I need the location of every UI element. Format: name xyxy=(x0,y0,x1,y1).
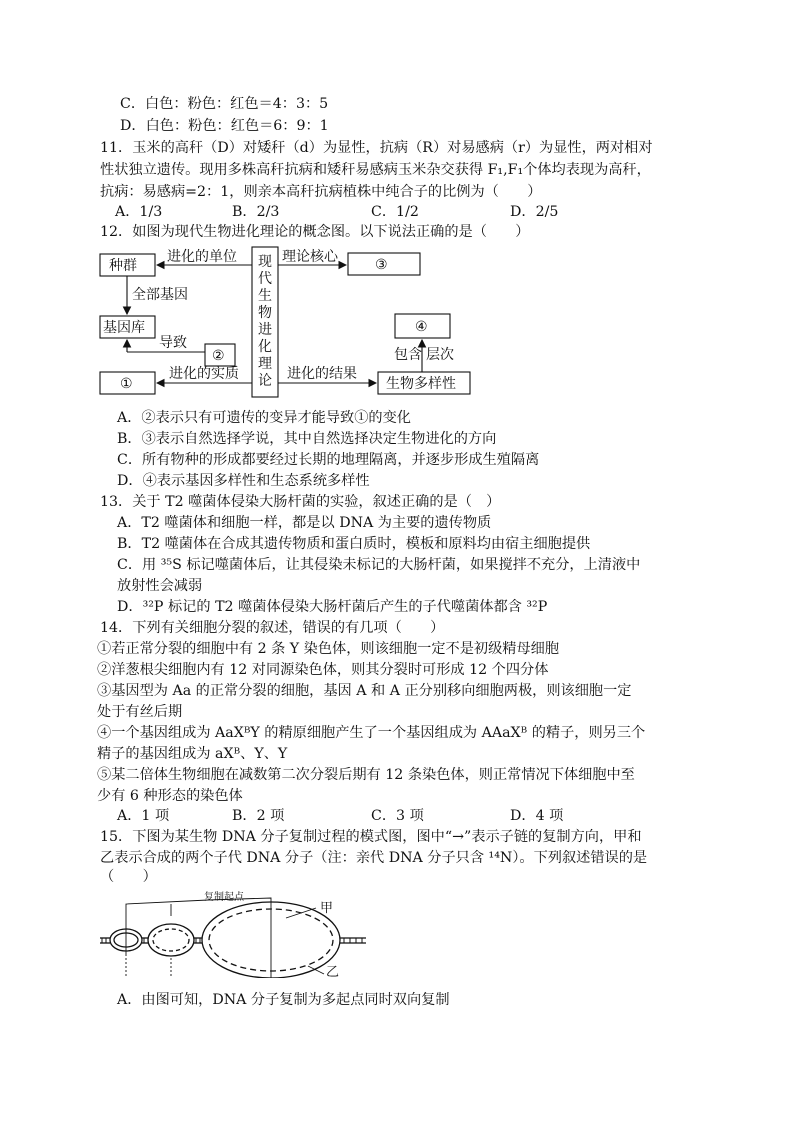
q14-stem: 14．下列有关细胞分裂的叙述，错误的有几项（ ） xyxy=(100,620,445,636)
biodiversity-label: 生物多样性 xyxy=(386,376,456,392)
q11-options xyxy=(115,202,675,222)
q11-option-b: B．2/3 xyxy=(232,204,280,220)
center-theory-char: 物 xyxy=(258,305,272,321)
q12-option-a: A．②表示只有可遗传的变异才能导致①的变化 xyxy=(117,410,411,426)
box1-label: ① xyxy=(120,376,133,392)
q14-statement-5-line1: ⑤某二倍体生物细胞在减数第二次分裂后期有 12 条染色体，则正常情况下体细胞中至 xyxy=(97,767,635,783)
q15-stem-line2: 乙表示合成的两个子代 DNA 分子（注：亲代 DNA 分子只含 ¹⁴N）。下列叙述错误的是 xyxy=(100,850,648,866)
q14-option-c: C．3 项 xyxy=(371,808,424,824)
center-theory-char: 代 xyxy=(258,271,272,287)
unit-label: 进化的单位 xyxy=(167,249,237,265)
box3-label: ③ xyxy=(375,257,388,273)
q13-option-a: A．T2 噬菌体和细胞一样，都是以 DNA 为主要的遗传物质 xyxy=(117,515,492,531)
core-label: 理论核心 xyxy=(282,249,338,265)
essence-label: 进化的实质 xyxy=(169,366,239,382)
origin-label: 复制起点 xyxy=(204,892,244,903)
cause-label: 导致 xyxy=(159,335,187,351)
q12-option-c: C．所有物种的形成都要经过长期的地理隔离，并逐步形成生殖隔离 xyxy=(117,452,540,468)
center-theory-char: 理 xyxy=(258,356,272,372)
dna-replication-figure xyxy=(98,888,388,978)
population-label: 种群 xyxy=(109,258,137,274)
q10-option-d: D．白色：粉色：红色＝6：9：1 xyxy=(120,118,329,134)
q14-option-a: A．1 项 xyxy=(117,808,170,824)
q15-stem-line1: 15．下图为某生物 DNA 分子复制过程的模式图，图中“→”表示子链的复制方向，甲和 xyxy=(100,829,642,845)
all-genes-label: 全部基因 xyxy=(132,287,188,303)
q12-option-d: D．④表示基因多样性和生态系统多样性 xyxy=(117,473,370,489)
center-theory-char: 化 xyxy=(258,339,272,355)
result-label: 进化的结果 xyxy=(287,366,357,382)
box4-label: ④ xyxy=(415,319,428,335)
q14-statement-3-line1: ③基因型为 Aa 的正常分裂的细胞，基因 A 和 A 正分别移向细胞两极，则该细胞一定 xyxy=(97,683,632,699)
q11-stem-line1: 11．玉米的高秆（D）对矮秆（d）为显性，抗病（R）对易感病（r）为显性，两对相对 xyxy=(100,140,653,156)
q12-option-b: B．③表示自然选择学说，其中自然选择决定生物进化的方向 xyxy=(117,431,497,447)
q14-options xyxy=(117,806,677,826)
includes-label: 包含 xyxy=(394,347,422,363)
q10-option-c: C．白色：粉色：红色＝4：3：5 xyxy=(120,96,329,112)
q13-option-d: D．³²P 标记的 T2 噬菌体侵染大肠杆菌后产生的子代噬菌体都含 ³²P xyxy=(117,599,548,615)
q15-option-a: A．由图可知，DNA 分子复制为多起点同时双向复制 xyxy=(117,992,450,1008)
gene-pool-label: 基因库 xyxy=(103,320,145,336)
q13-option-c-line2: 放射性会减弱 xyxy=(117,578,203,594)
q14-option-d: D．4 项 xyxy=(510,808,564,824)
daughter-jia-label: 甲 xyxy=(320,901,334,916)
center-theory-char: 生 xyxy=(258,288,272,304)
q11-option-d: D．2/5 xyxy=(510,204,559,220)
q14-option-b: B．2 项 xyxy=(232,808,285,824)
q14-statement-1: ①若正常分裂的细胞中有 2 条 Y 染色体，则该细胞一定不是初级精母细胞 xyxy=(97,641,560,657)
center-theory-char: 论 xyxy=(258,373,272,389)
q11-option-c: C．1/2 xyxy=(371,204,419,220)
q13-option-b: B．T2 噬菌体在合成其遗传物质和蛋白质时，模板和原料均由宿主细胞提供 xyxy=(117,536,591,552)
q11-stem-line2: 性状独立遗传。现用多株高秆抗病和矮秆易感病玉米杂交获得 F₁,F₁个体均表现为高秆， xyxy=(100,162,651,178)
q14-statement-5-line2: 少有 6 种形态的染色体 xyxy=(97,788,243,804)
q13-stem: 13．关于 T2 噬菌体侵染大肠杆菌的实验，叙述正确的是（ ） xyxy=(100,494,501,510)
levels-label: 层次 xyxy=(426,347,454,363)
q14-statement-2: ②洋葱根尖细胞内有 12 对同源染色体，则其分裂时可形成 12 个四分体 xyxy=(97,662,549,678)
q12-stem: 12．如图为现代生物进化理论的概念图。以下说法正确的是（ ） xyxy=(100,224,530,240)
daughter-yi-label: 乙 xyxy=(326,965,340,978)
center-theory-char: 现 xyxy=(258,254,272,270)
q14-statement-3-line2: 处于有丝后期 xyxy=(97,704,183,720)
center-theory-vertical-text xyxy=(258,254,272,389)
box2-label: ② xyxy=(212,348,225,364)
evolution-concept-map xyxy=(95,244,480,404)
q14-statement-4-line2: 精子的基因组成为 aXᴮ、Y、Y xyxy=(97,746,288,762)
q14-statement-4-line1: ④一个基因组成为 AaXᴮY 的精原细胞产生了一个基因组成为 AAaXᴮ 的精子，则另三个 xyxy=(97,725,646,741)
q11-stem-line3: 抗病：易感病=2：1，则亲本高秆抗病植株中纯合子的比例为（ ） xyxy=(100,184,542,200)
q11-option-a: A．1/3 xyxy=(115,204,163,220)
center-theory-char: 进 xyxy=(258,322,272,338)
q13-option-c-line1: C．用 ³⁵S 标记噬菌体后，让其侵染未标记的大肠杆菌，如果搅拌不充分，上清液中 xyxy=(117,557,641,573)
q15-stem-line3: （ ） xyxy=(100,869,157,885)
